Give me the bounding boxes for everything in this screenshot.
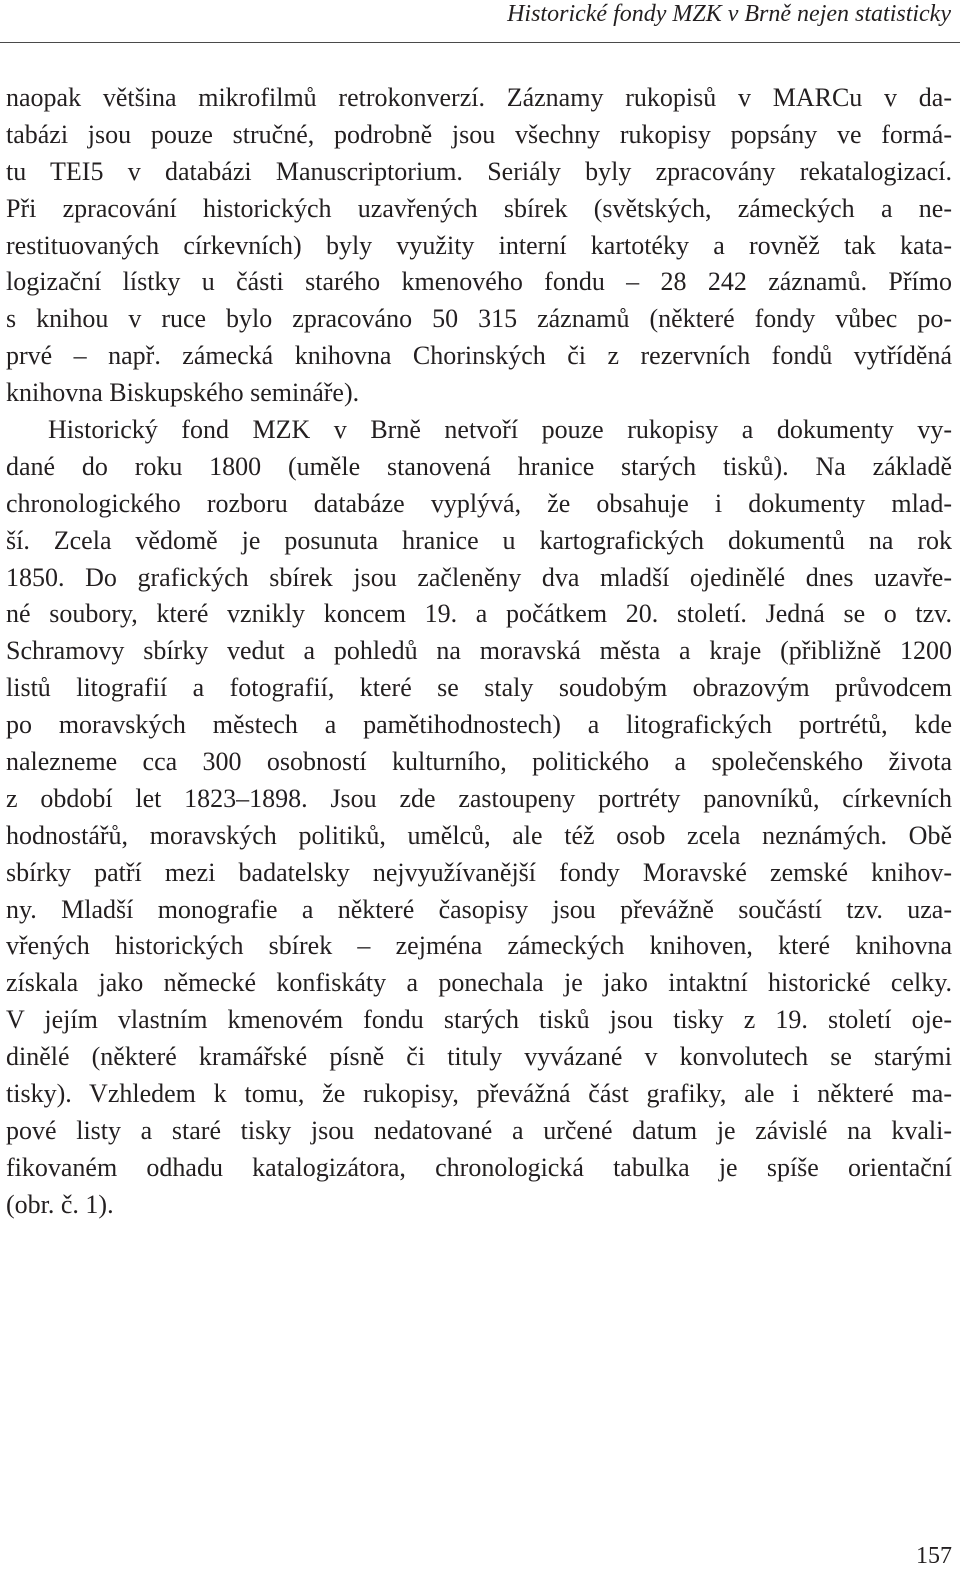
text-line: Historický fond MZK v Brně netvoří pouze rukopisy a dokumenty vy- bbox=[48, 415, 952, 445]
text-line: s knihou v ruce bylo zpracováno 50 315 záznamů (některé fondy vůbec po- bbox=[6, 304, 952, 334]
text-line: hodnostářů, moravských politiků, umělců, ale též osob zcela neznámých. Obě bbox=[6, 820, 952, 850]
text-line: fikovaném odhadu katalogizátora, chronologická tabulka je spíše orientační bbox=[6, 1152, 952, 1182]
page-number: 157 bbox=[916, 1543, 952, 1569]
text-line: vřených historických sbírek – zejména zámeckých knihoven, které knihovna bbox=[6, 931, 952, 961]
text-line: nalezneme cca 300 osobností kulturního, politického a společenského života bbox=[6, 747, 952, 777]
text-line: logizační lístky u části starého kmenového fondu – 28 242 záznamů. Přímo bbox=[6, 267, 952, 297]
header-divider bbox=[0, 42, 960, 43]
text-line: tabázi jsou pouze stručné, podrobně jsou všechny rukopisy popsány ve formá- bbox=[6, 119, 952, 149]
running-header: Historické fondy MZK v Brně nejen statisticky bbox=[507, 1, 951, 27]
text-line: listů litografií a fotografií, které se staly soudobým obrazovým průvodcem bbox=[6, 673, 952, 703]
text-line: restituovaných církevních) byly využity interní kartotéky a rovněž tak kata- bbox=[6, 230, 952, 260]
text-line: tisky). Vzhledem k tomu, že rukopisy, převážná část grafiky, ale i některé ma- bbox=[6, 1079, 952, 1109]
text-line: ny. Mladší monografie a některé časopisy jsou převážně součástí tzv. uza- bbox=[6, 894, 952, 924]
text-line: dinělé (některé kramářské písně či tituly vyvázané v konvolutech se starými bbox=[6, 1042, 952, 1072]
body-text bbox=[6, 80, 952, 1224]
text-line: dané do roku 1800 (uměle stanovená hranice starých tisků). Na základě bbox=[6, 451, 952, 481]
text-line: naopak většina mikrofilmů retrokonverzí. Záznamy rukopisů v MARCu v da- bbox=[6, 83, 952, 112]
text-line: Schramovy sbírky vedut a pohledů na moravská města a kraje (přibližně 1200 bbox=[6, 636, 952, 666]
text-line: získala jako německé konfiskáty a ponechala je jako intaktní historické celky. bbox=[6, 968, 952, 998]
text-line: V jejím vlastním kmenovém fondu starých tisků jsou tisky z 19. století oje- bbox=[6, 1005, 952, 1035]
text-line: knihovna Biskupského semináře). bbox=[6, 378, 360, 408]
text-line: (obr. č. 1). bbox=[6, 1189, 114, 1219]
text-line: tu TEI5 v databázi Manuscriptorium. Seriály byly zpracovány rekatalogizací. bbox=[6, 156, 952, 186]
text-line: po moravských městech a pamětihodnostech) a litografických portrétů, kde bbox=[6, 710, 952, 740]
text-line: 1850. Do grafických sbírek jsou začleněny dva mladší ojedinělé dnes uzavře- bbox=[6, 562, 952, 592]
text-line: sbírky patří mezi badatelsky nejvyužívanější fondy Moravské zemské knihov- bbox=[6, 857, 952, 887]
text-line: Při zpracování historických uzavřených sbírek (světských, zámeckých a ne- bbox=[6, 193, 952, 223]
text-line: pové listy a staré tisky jsou nedatované a určené datum je závislé na kvali- bbox=[6, 1115, 952, 1145]
text-line: chronologického rozboru databáze vyplývá, že obsahuje i dokumenty mlad- bbox=[6, 488, 952, 518]
text-line: né soubory, které vznikly koncem 19. a počátkem 20. století. Jedná se o tzv. bbox=[6, 599, 952, 629]
text-line: ší. Zcela vědomě je posunuta hranice u kartografických dokumentů na rok bbox=[6, 525, 952, 555]
text-line: prvé – např. zámecká knihovna Chorinských či z rezervních fondů vytříděná bbox=[6, 341, 952, 371]
text-line: z období let 1823–1898. Jsou zde zastoupeny portréty panovníků, církevních bbox=[6, 783, 952, 813]
